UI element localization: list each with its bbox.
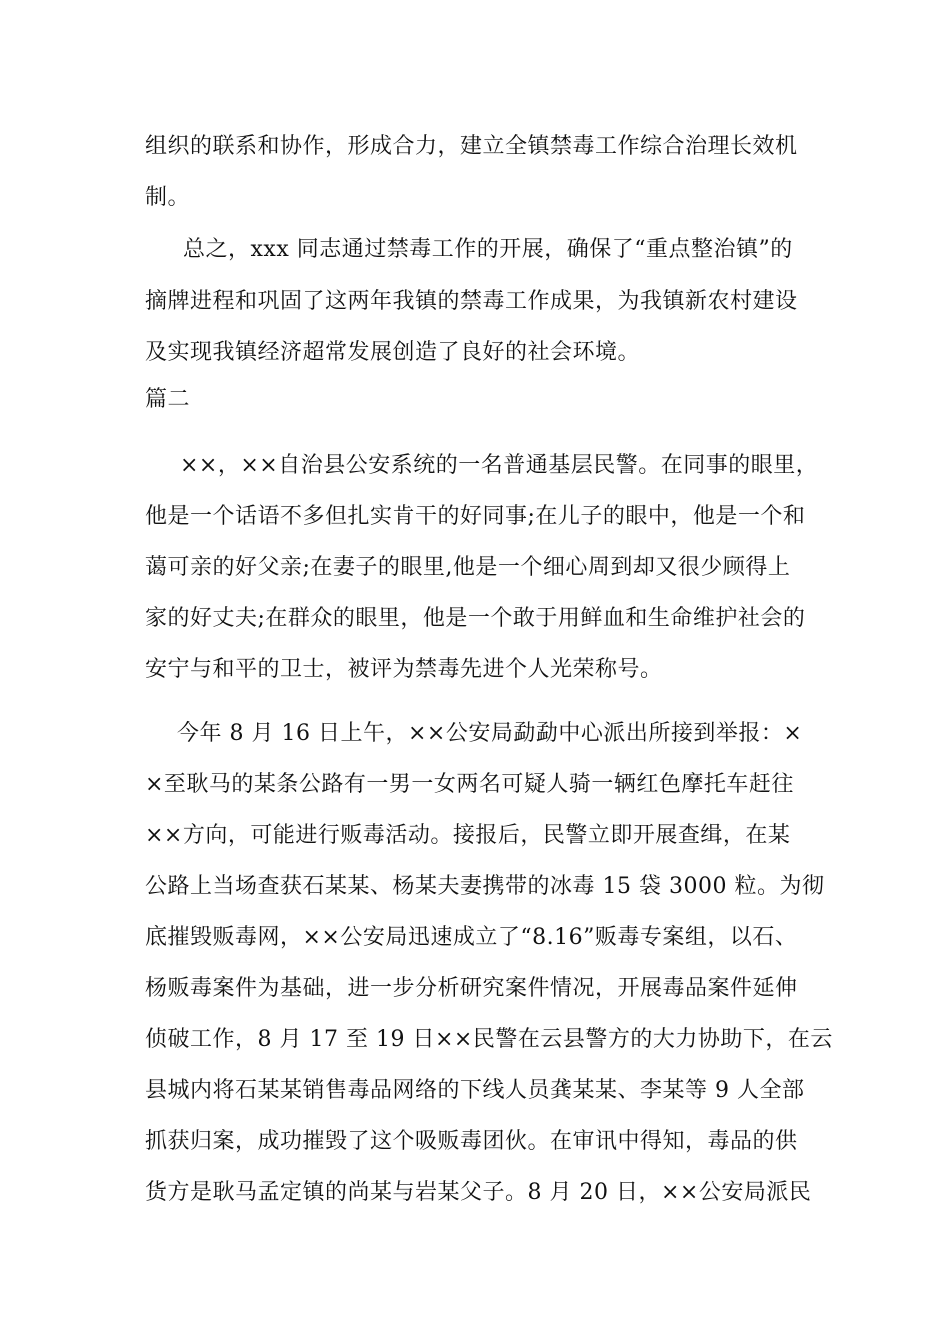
text-line: 杨贩毒案件为基础，进一步分析研究案件情况，开展毒品案件延伸 [145, 976, 798, 1001]
text-line: 安宁与和平的卫士，被评为禁毒先进个人光荣称号。 [145, 657, 663, 682]
text-line: 侦破工作，8 月 17 至 19 日××民警在云县警方的大力协助下，在云 [145, 1027, 833, 1052]
text-line: 摘牌进程和巩固了这两年我镇的禁毒工作成果，为我镇新农村建设 [145, 289, 798, 314]
text-line: 家的好丈夫;在群众的眼里，他是一个敢于用鲜血和生命维护社会的 [145, 606, 806, 631]
text-line: ××方向，可能进行贩毒活动。接报后，民警立即开展查缉，在某 [145, 823, 791, 848]
text-line: 货方是耿马孟定镇的尚某与岩某父子。8 月 20 日，××公安局派民 [145, 1180, 812, 1205]
text-line: 及实现我镇经济超常发展创造了良好的社会环境。 [145, 340, 641, 365]
text-line: 制。 [145, 185, 191, 210]
text-line: 县城内将石某某销售毒品网络的下线人员龚某某、李某等 9 人全部 [145, 1078, 805, 1103]
text-line: 总之，xxx 同志通过禁毒工作的开展，确保了“重点整治镇”的 [183, 237, 793, 262]
text-line: 今年 8 月 16 日上午，××公安局勐勐中心派出所接到举报：× [177, 721, 803, 746]
text-line: ×至耿马的某条公路有一男一女两名可疑人骑一辆红色摩托车赶往 [145, 772, 794, 797]
section-heading: 篇二 [145, 387, 191, 412]
text-line: 他是一个话语不多但扎实肯干的好同事;在儿子的眼中，他是一个和 [145, 504, 806, 529]
text-line: 公路上当场查获石某某、杨某夫妻携带的冰毒 15 袋 3000 粒。为彻 [145, 874, 825, 899]
text-line: 底摧毁贩毒网，××公安局迅速成立了“8.16”贩毒专案组，以石、 [145, 925, 798, 950]
text-line: 蔼可亲的好父亲;在妻子的眼里,他是一个细心周到却又很少顾得上 [145, 555, 791, 580]
text-line: 抓获归案，成功摧毁了这个吸贩毒团伙。在审讯中得知，毒品的供 [145, 1129, 798, 1154]
text-line: ××，××自治县公安系统的一名普通基层民警。在同事的眼里， [180, 453, 819, 478]
text-line: 组织的联系和协作，形成合力，建立全镇禁毒工作综合治理长效机 [145, 134, 798, 159]
